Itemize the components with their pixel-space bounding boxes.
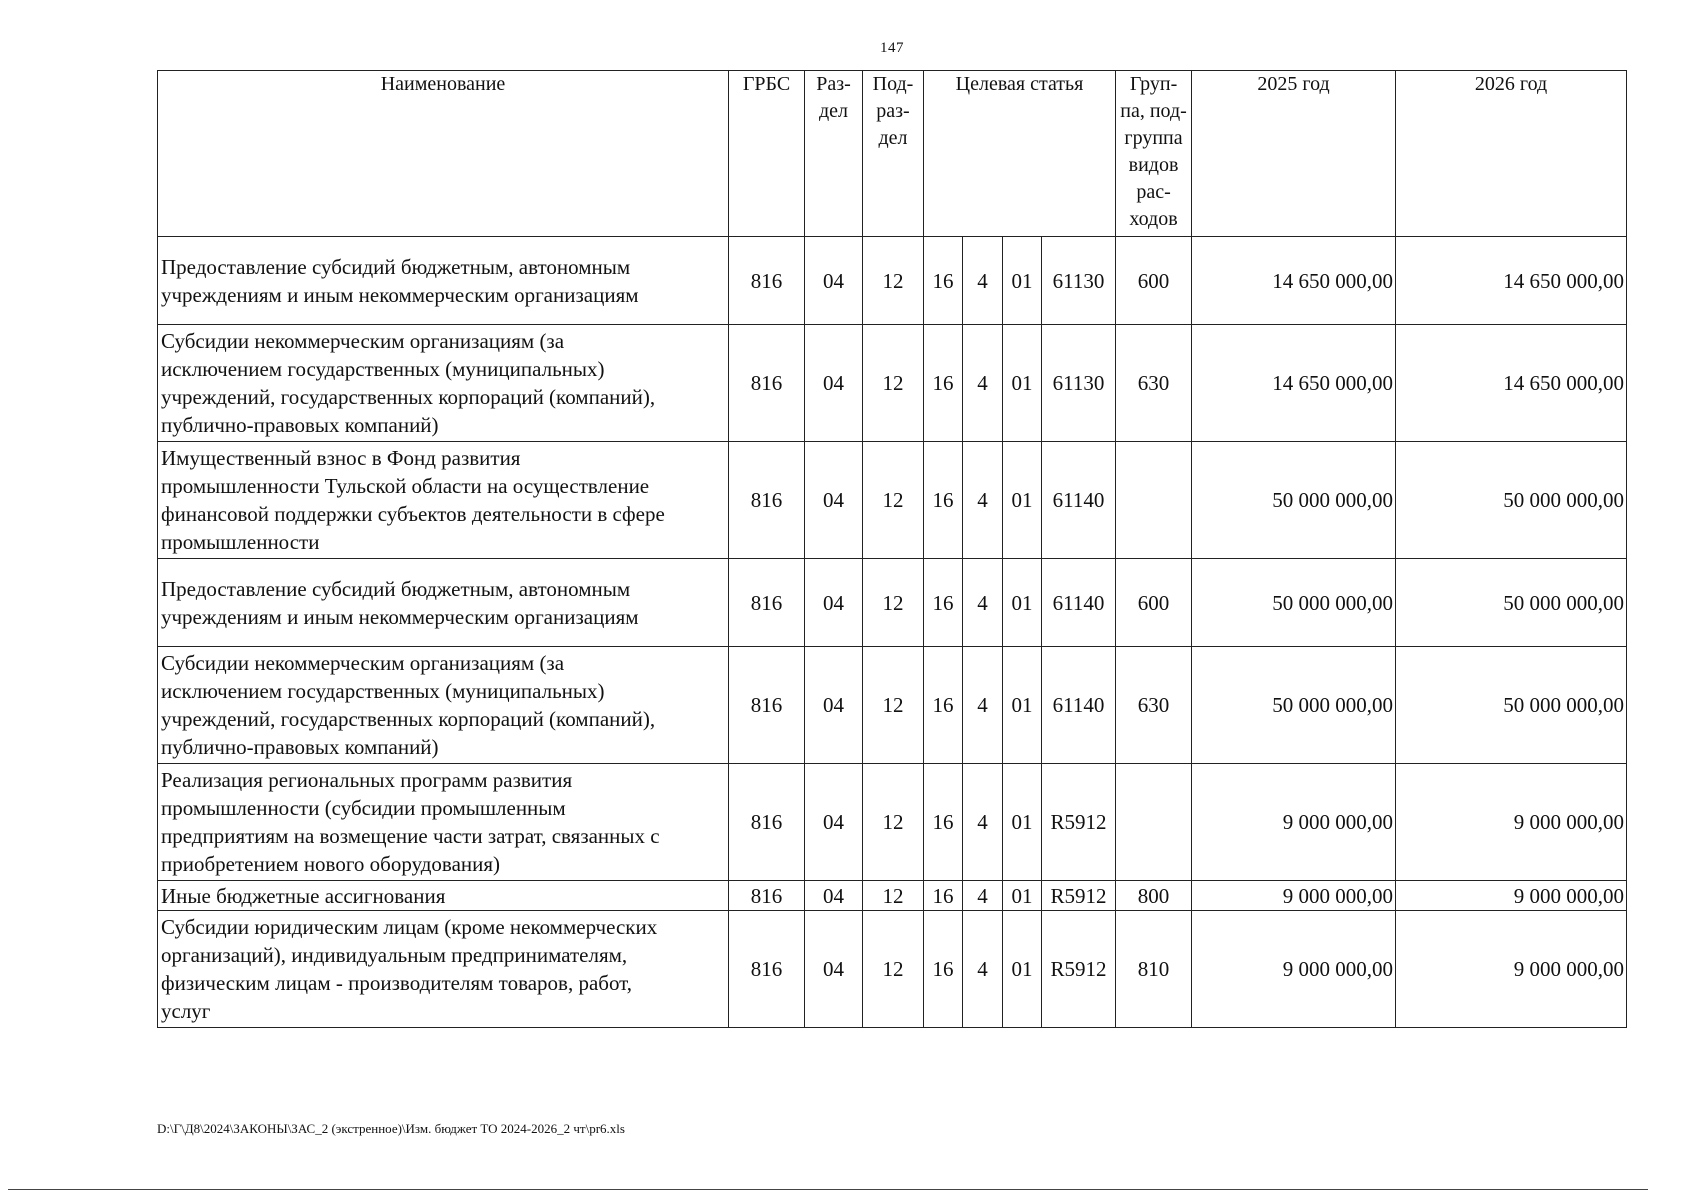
cell-expense-group bbox=[1116, 764, 1192, 881]
cell-podrazdel: 12 bbox=[863, 911, 924, 1028]
cell-grbs: 816 bbox=[729, 881, 805, 911]
cell-target-direction: 61130 bbox=[1042, 237, 1116, 325]
cell-target-direction: 61140 bbox=[1042, 647, 1116, 764]
cell-target-program: 16 bbox=[924, 764, 963, 881]
cell-amount-2025: 50 000 000,00 bbox=[1192, 442, 1396, 559]
cell-target-sub: 01 bbox=[1003, 764, 1042, 881]
cell-amount-2025: 9 000 000,00 bbox=[1192, 911, 1396, 1028]
cell-razdel: 04 bbox=[805, 764, 863, 881]
cell-razdel: 04 bbox=[805, 911, 863, 1028]
cell-grbs: 816 bbox=[729, 442, 805, 559]
cell-target-program: 16 bbox=[924, 647, 963, 764]
row-name bbox=[158, 647, 729, 764]
cell-amount-2026: 50 000 000,00 bbox=[1396, 559, 1627, 647]
cell-podrazdel: 12 bbox=[863, 647, 924, 764]
cell-grbs: 816 bbox=[729, 764, 805, 881]
cell-podrazdel: 12 bbox=[863, 237, 924, 325]
row-name bbox=[158, 764, 729, 881]
cell-target-program: 16 bbox=[924, 442, 963, 559]
table-row bbox=[158, 442, 1627, 559]
table-row bbox=[158, 881, 1627, 911]
row-name-line: Предоставление субсидий бюджетным, автономным bbox=[161, 576, 631, 601]
header-podrazdel: Под- раз- дел bbox=[863, 71, 924, 237]
row-name-line: промышленности Тульской области на осуществление bbox=[161, 474, 650, 498]
row-name-line: Субсидии некоммерческим организациям (за bbox=[161, 651, 565, 675]
row-name-line: Имущественный взнос в Фонд развития bbox=[161, 446, 521, 470]
cell-razdel: 04 bbox=[805, 237, 863, 325]
row-name-line: исключением государственных (муниципальных) bbox=[161, 357, 605, 381]
row-name-line: Предоставление субсидий бюджетным, автономным bbox=[161, 254, 631, 279]
cell-amount-2025: 9 000 000,00 bbox=[1192, 881, 1396, 911]
row-name-line: публично-правовых компаний) bbox=[161, 735, 439, 759]
header-expense-group: Груп- па, под- группа видов рас- ходов bbox=[1116, 71, 1192, 237]
header-2026: 2026 год bbox=[1396, 71, 1627, 237]
cell-amount-2026: 9 000 000,00 bbox=[1396, 881, 1627, 911]
cell-target-program: 16 bbox=[924, 911, 963, 1028]
cell-target-type: 4 bbox=[963, 237, 1003, 325]
cell-target-type: 4 bbox=[963, 881, 1003, 911]
header-target-article: Целевая статья bbox=[924, 71, 1116, 237]
row-name-line: учреждениям и иным некоммерческим организациям bbox=[161, 604, 639, 629]
cell-amount-2026: 50 000 000,00 bbox=[1396, 647, 1627, 764]
cell-expense-group: 600 bbox=[1116, 559, 1192, 647]
cell-target-sub: 01 bbox=[1003, 442, 1042, 559]
header-name: Наименование bbox=[158, 71, 729, 237]
header-2025: 2025 год bbox=[1192, 71, 1396, 237]
cell-podrazdel: 12 bbox=[863, 559, 924, 647]
table-row bbox=[158, 325, 1627, 442]
cell-razdel: 04 bbox=[805, 647, 863, 764]
cell-target-direction: 61140 bbox=[1042, 559, 1116, 647]
cell-expense-group: 630 bbox=[1116, 325, 1192, 442]
cell-grbs: 816 bbox=[729, 237, 805, 325]
cell-expense-group: 600 bbox=[1116, 237, 1192, 325]
cell-amount-2026: 14 650 000,00 bbox=[1396, 237, 1627, 325]
table-row bbox=[158, 237, 1627, 325]
cell-podrazdel: 12 bbox=[863, 325, 924, 442]
cell-target-sub: 01 bbox=[1003, 559, 1042, 647]
row-name-line: учреждениям и иным некоммерческим организациям bbox=[161, 282, 639, 307]
cell-expense-group bbox=[1116, 442, 1192, 559]
row-name-line: публично-правовых компаний) bbox=[161, 413, 439, 437]
row-name-line: услуг bbox=[161, 999, 211, 1023]
cell-amount-2026: 9 000 000,00 bbox=[1396, 764, 1627, 881]
cell-target-type: 4 bbox=[963, 559, 1003, 647]
cell-amount-2026: 14 650 000,00 bbox=[1396, 325, 1627, 442]
row-name bbox=[158, 881, 729, 911]
cell-target-program: 16 bbox=[924, 881, 963, 911]
row-name bbox=[158, 237, 729, 325]
file-path-footer: D:\Г\Д8\2024\ЗАКОНЫ\ЗАС_2 (экстренное)\Изм. бюджет ТО 2024-2026_2 чт\pr6.xls bbox=[157, 1121, 625, 1136]
cell-target-type: 4 bbox=[963, 764, 1003, 881]
row-name-line: учреждений, государственных корпораций (компаний), bbox=[161, 385, 656, 409]
table-row bbox=[158, 764, 1627, 881]
cell-razdel: 04 bbox=[805, 559, 863, 647]
cell-target-type: 4 bbox=[963, 647, 1003, 764]
row-name bbox=[158, 911, 729, 1028]
row-name-line: Иные бюджетные ассигнования bbox=[161, 883, 446, 908]
cell-grbs: 816 bbox=[729, 325, 805, 442]
cell-target-type: 4 bbox=[963, 442, 1003, 559]
cell-grbs: 816 bbox=[729, 911, 805, 1028]
header-grbs: ГРБС bbox=[729, 71, 805, 237]
cell-podrazdel: 12 bbox=[863, 764, 924, 881]
cell-target-direction: R5912 bbox=[1042, 881, 1116, 911]
row-name-line: Субсидии юридическим лицам (кроме некоммерческих bbox=[161, 915, 658, 939]
cell-podrazdel: 12 bbox=[863, 881, 924, 911]
row-name-line: промышленности bbox=[161, 530, 320, 554]
row-name-line: промышленности (субсидии промышленным bbox=[161, 796, 566, 820]
header-razdel: Раз- дел bbox=[805, 71, 863, 237]
cell-target-sub: 01 bbox=[1003, 881, 1042, 911]
row-name-line: финансовой поддержки субъектов деятельности в сфере bbox=[161, 502, 665, 526]
cell-amount-2026: 9 000 000,00 bbox=[1396, 911, 1627, 1028]
page-number: 147 bbox=[880, 40, 904, 56]
cell-target-program: 16 bbox=[924, 559, 963, 647]
cell-target-sub: 01 bbox=[1003, 237, 1042, 325]
row-name-line: Реализация региональных программ развития bbox=[161, 768, 573, 792]
table-row bbox=[158, 911, 1627, 1028]
cell-amount-2025: 50 000 000,00 bbox=[1192, 647, 1396, 764]
cell-target-sub: 01 bbox=[1003, 325, 1042, 442]
row-name bbox=[158, 442, 729, 559]
row-name-line: Субсидии некоммерческим организациям (за bbox=[161, 329, 565, 353]
cell-target-type: 4 bbox=[963, 325, 1003, 442]
cell-target-type: 4 bbox=[963, 911, 1003, 1028]
cell-podrazdel: 12 bbox=[863, 442, 924, 559]
cell-target-direction: R5912 bbox=[1042, 764, 1116, 881]
table-row bbox=[158, 559, 1627, 647]
row-name-line: учреждений, государственных корпораций (компаний), bbox=[161, 707, 656, 731]
cell-grbs: 816 bbox=[729, 559, 805, 647]
cell-grbs: 816 bbox=[729, 647, 805, 764]
row-name-line: приобретением нового оборудования) bbox=[161, 852, 501, 876]
cell-target-direction: 61130 bbox=[1042, 325, 1116, 442]
cell-amount-2025: 14 650 000,00 bbox=[1192, 237, 1396, 325]
cell-expense-group: 810 bbox=[1116, 911, 1192, 1028]
cell-target-sub: 01 bbox=[1003, 647, 1042, 764]
row-name-line: предприятиям на возмещение части затрат, связанных с bbox=[161, 824, 660, 848]
row-name-line: организаций), индивидуальным предпринимателям, bbox=[161, 943, 628, 967]
row-name bbox=[158, 559, 729, 647]
row-name-line: исключением государственных (муниципальных) bbox=[161, 679, 605, 703]
cell-razdel: 04 bbox=[805, 325, 863, 442]
cell-target-direction: 61140 bbox=[1042, 442, 1116, 559]
cell-amount-2025: 50 000 000,00 bbox=[1192, 559, 1396, 647]
cell-target-direction: R5912 bbox=[1042, 911, 1116, 1028]
cell-target-program: 16 bbox=[924, 325, 963, 442]
cell-razdel: 04 bbox=[805, 881, 863, 911]
row-name bbox=[158, 325, 729, 442]
table-header-row bbox=[158, 71, 1627, 237]
cell-amount-2025: 9 000 000,00 bbox=[1192, 764, 1396, 881]
cell-expense-group: 800 bbox=[1116, 881, 1192, 911]
cell-target-sub: 01 bbox=[1003, 911, 1042, 1028]
cell-razdel: 04 bbox=[805, 442, 863, 559]
budget-table bbox=[157, 70, 1627, 1028]
cell-amount-2026: 50 000 000,00 bbox=[1396, 442, 1627, 559]
cell-expense-group: 630 bbox=[1116, 647, 1192, 764]
row-name-line: физическим лицам - производителям товаров, работ, bbox=[161, 971, 633, 995]
cell-target-program: 16 bbox=[924, 237, 963, 325]
cell-amount-2025: 14 650 000,00 bbox=[1192, 325, 1396, 442]
table-row bbox=[158, 647, 1627, 764]
bottom-divider bbox=[8, 1189, 1648, 1190]
